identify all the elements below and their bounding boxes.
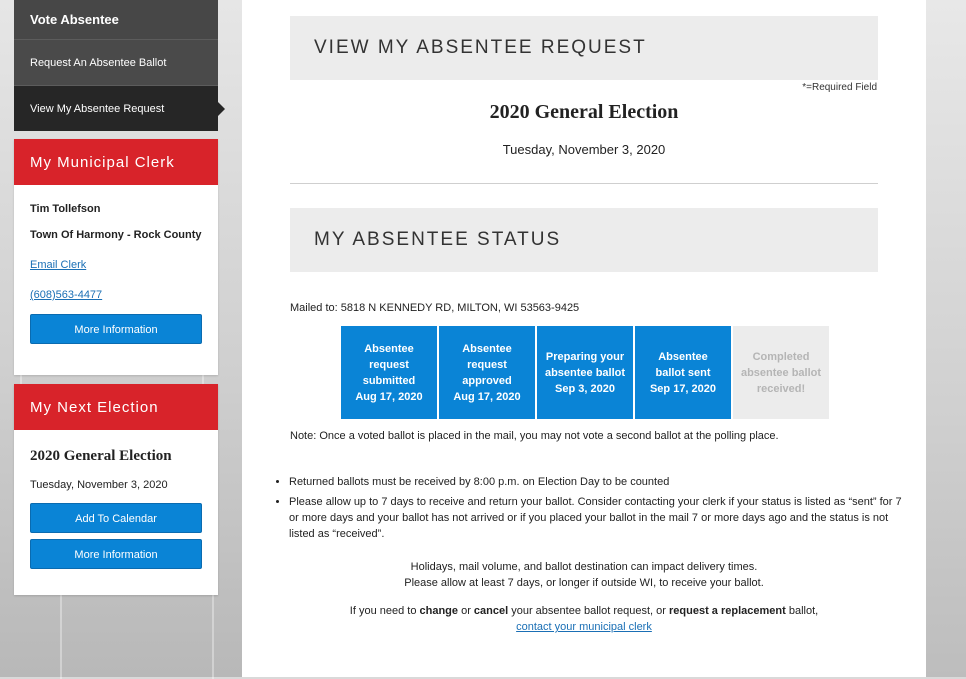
step-line: request [369, 358, 409, 371]
step-line: request [467, 358, 507, 371]
election-card-title: My Next Election [14, 384, 218, 430]
change-text-mid: your absentee ballot request, or [508, 605, 669, 617]
list-item: • Please allow up to 7 days to receive and return your ballot. Consider contacting your clerk if your status is listed as “sent” for 7 or more days and your ballot has not arrived or if you placed your ballot in the mail 7 or more days ago and the status is not listed as “received”. [289, 494, 909, 542]
status-step-submitted [341, 326, 437, 419]
step-date: Sep 17, 2020 [649, 382, 717, 395]
next-election-name: 2020 General Election [30, 448, 172, 464]
step-line: Preparing your [545, 350, 625, 363]
step-line: received! [756, 382, 806, 395]
election-title: 2020 General Election [489, 101, 679, 123]
change-request-text [290, 603, 878, 635]
status-step-received [733, 326, 829, 419]
nav-item-request-ballot[interactable]: Request An Absentee Ballot [14, 39, 218, 85]
delivery-line-2: Please allow at least 7 days, or longer if outside WI, to receive your ballot. [404, 577, 764, 589]
municipal-clerk-card [14, 139, 218, 375]
polling-place-note: Note: Once a voted ballot is placed in the mail, you may not vote a second ballot at the polling place. [290, 430, 779, 442]
ballot-info-list [272, 474, 909, 546]
status-step-approved [439, 326, 535, 419]
step-line: Completed [752, 350, 810, 363]
add-to-calendar-button[interactable]: Add To Calendar [30, 503, 202, 533]
step-line: approved [462, 374, 512, 387]
next-election-card [14, 384, 218, 595]
status-step-preparing [537, 326, 633, 419]
clerk-more-info-button[interactable]: More Information [30, 314, 202, 344]
clerk-card-title: My Municipal Clerk [14, 139, 218, 185]
status-step-sent [635, 326, 731, 419]
delivery-times-text [290, 559, 878, 591]
nav-item-view-request[interactable]: View My Absentee Request [14, 85, 218, 131]
change-text-pre: If you need to [349, 605, 420, 617]
step-line: ballot sent [655, 366, 711, 379]
step-line: absentee ballot [544, 366, 626, 379]
background-right [926, 0, 966, 677]
required-field-note: *=Required Field [802, 82, 877, 93]
page-title: VIEW MY ABSENTEE REQUEST [290, 16, 878, 80]
divider [290, 183, 878, 184]
delivery-line-1: Holidays, mail volume, and ballot destination can impact delivery times. [410, 561, 758, 573]
step-line: Absentee [462, 342, 512, 355]
step-line: Absentee [364, 342, 414, 355]
step-line: Absentee [658, 350, 708, 363]
change-text-change: change [419, 605, 459, 617]
status-section-title: MY ABSENTEE STATUS [290, 208, 878, 272]
list-item: • Returned ballots must be received by 8:00 p.m. on Election Day to be counted [289, 474, 909, 490]
status-tracker [341, 326, 829, 419]
step-line: submitted [362, 374, 416, 387]
election-more-info-button[interactable]: More Information [30, 539, 202, 569]
absentee-nav [14, 0, 218, 131]
contact-clerk-link[interactable]: contact your municipal clerk [516, 621, 652, 633]
step-date: Sep 3, 2020 [555, 382, 615, 395]
change-text-post: ballot, [785, 605, 819, 617]
election-date: Tuesday, November 3, 2020 [502, 142, 666, 157]
clerk-phone-link[interactable]: (608)563-4477 [30, 289, 103, 301]
change-text-or: or [458, 605, 474, 617]
clerk-town: Town Of Harmony - Rock County [30, 229, 202, 241]
clerk-name: Tim Tollefson [30, 203, 101, 215]
step-line: absentee ballot [740, 366, 822, 379]
next-election-date: Tuesday, November 3, 2020 [30, 479, 168, 491]
change-text-cancel: cancel [473, 605, 509, 617]
nav-heading-vote-absentee[interactable]: Vote Absentee [14, 0, 218, 39]
step-date: Aug 17, 2020 [453, 390, 521, 403]
email-clerk-link[interactable]: Email Clerk [30, 259, 87, 271]
mailed-to-address: Mailed to: 5818 N KENNEDY RD, MILTON, WI 53563-9425 [290, 302, 580, 314]
step-date: Aug 17, 2020 [355, 390, 423, 403]
change-text-replace: request a replacement [669, 605, 786, 617]
